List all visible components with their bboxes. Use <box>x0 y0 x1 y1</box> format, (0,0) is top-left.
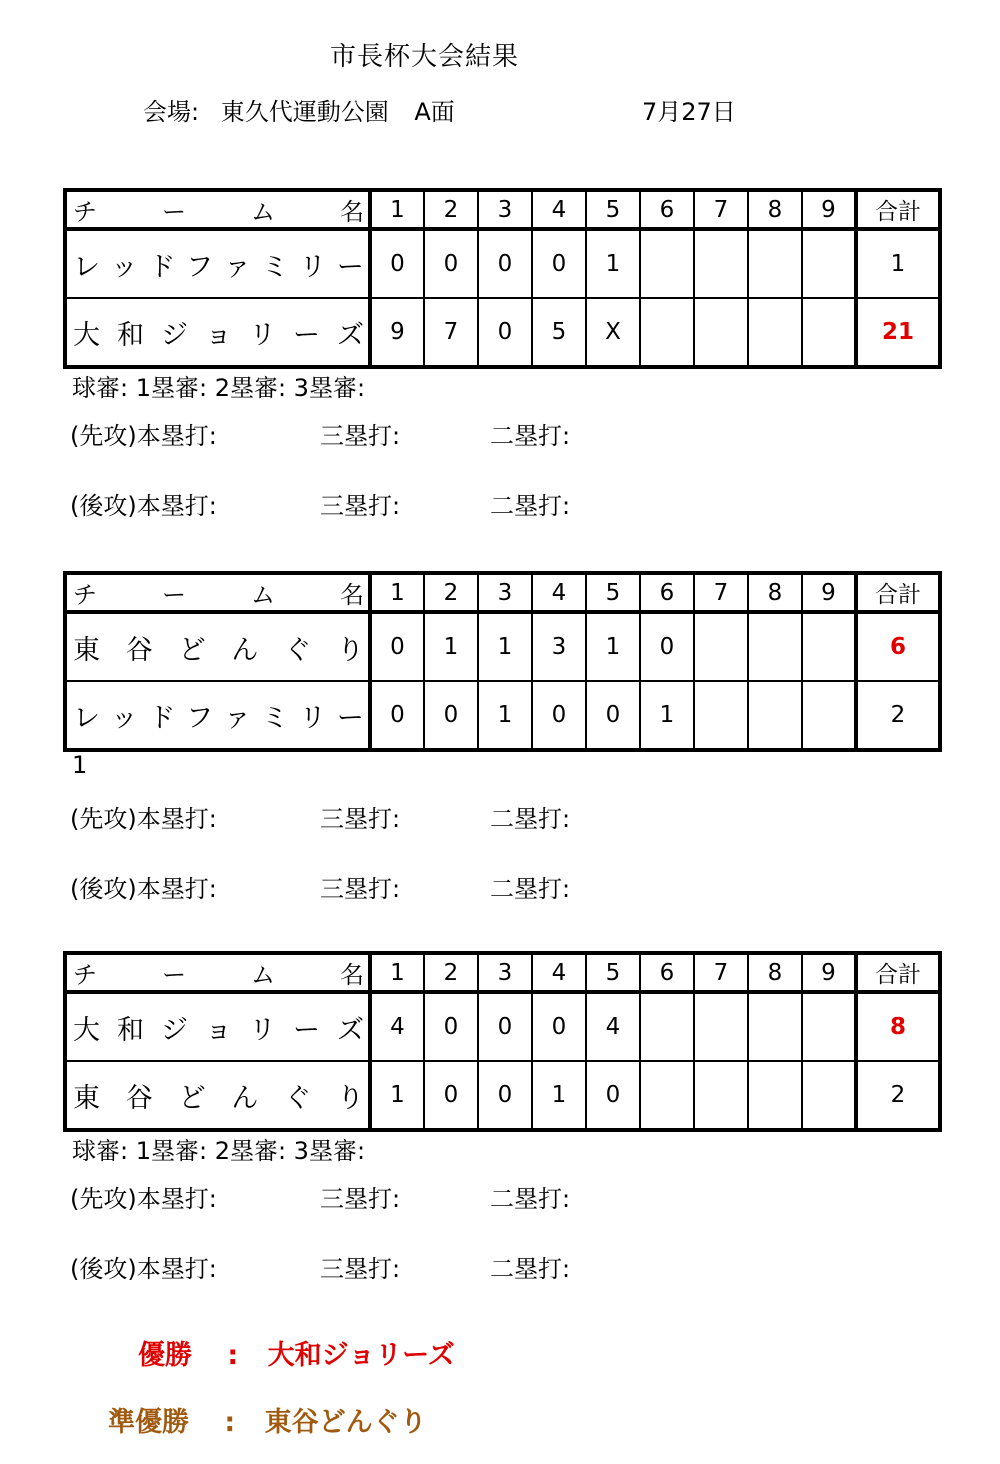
inning-score: 0 <box>424 681 478 750</box>
inning-score <box>802 1061 856 1130</box>
team-name-char: ョ <box>205 319 232 351</box>
total-score: 21 <box>856 298 940 367</box>
inning-score <box>694 992 748 1061</box>
team-header <box>65 190 370 229</box>
champion-label: 優勝 <box>138 1340 192 1371</box>
team-name-char: ズ <box>337 1014 364 1046</box>
home-run-label: (先攻)本塁打: <box>70 1185 217 1213</box>
total-score: 2 <box>856 681 940 750</box>
champion-line <box>138 1333 455 1372</box>
umpires-line: 球審: 1塁審: 2塁審: 3塁審: <box>72 1137 366 1165</box>
scoreboard-table <box>63 571 942 752</box>
inning-score: X <box>586 298 640 367</box>
team-name-char: り <box>336 1082 364 1114</box>
header-row <box>65 573 940 612</box>
inning-score: 4 <box>370 992 424 1061</box>
inning-score: 0 <box>424 1061 478 1130</box>
team-header <box>65 953 370 992</box>
team-header-char: 名 <box>340 198 364 226</box>
inning-header: 6 <box>640 573 694 612</box>
team-name <box>65 229 370 298</box>
inning-score: 1 <box>640 681 694 750</box>
team-name-char: り <box>336 634 364 666</box>
team-header-char: チ <box>73 581 97 609</box>
inning-score <box>748 681 802 750</box>
inning-score: 0 <box>370 229 424 298</box>
team-name <box>65 1061 370 1130</box>
team-header-char: チ <box>73 198 97 226</box>
inning-header: 2 <box>424 953 478 992</box>
inning-score: 0 <box>586 1061 640 1130</box>
team-name-char: ミ <box>261 251 289 283</box>
team-row <box>65 681 940 750</box>
second-batting-hits <box>70 486 670 521</box>
team-name-char: 東 <box>73 1082 100 1114</box>
team-name <box>65 298 370 367</box>
inning-score: 0 <box>532 229 586 298</box>
inning-header: 5 <box>586 573 640 612</box>
scoreboard-table <box>63 188 942 369</box>
inning-header: 3 <box>478 573 532 612</box>
team-name-char: ー <box>293 319 320 351</box>
team-name-char: 谷 <box>125 634 153 666</box>
umpires-line: 球審: 1塁審: 2塁審: 3塁審: <box>72 374 366 402</box>
home-run-label: (後攻)本塁打: <box>70 875 217 903</box>
inning-header: 1 <box>370 190 424 229</box>
inning-score: 1 <box>424 612 478 681</box>
team-row <box>65 992 940 1061</box>
inning-header: 4 <box>532 190 586 229</box>
total-score: 2 <box>856 1061 940 1130</box>
inning-score <box>802 612 856 681</box>
team-row <box>65 612 940 681</box>
inning-header: 5 <box>586 190 640 229</box>
team-row <box>65 1061 940 1130</box>
double-label: 二塁打: <box>490 805 571 833</box>
team-name-char: ッ <box>110 702 138 734</box>
total-score: 6 <box>856 612 940 681</box>
team-name <box>65 681 370 750</box>
inning-score <box>640 1061 694 1130</box>
inning-score <box>748 992 802 1061</box>
team-name-char: ョ <box>205 1014 232 1046</box>
team-name-char: 東 <box>73 634 100 666</box>
inning-header: 4 <box>532 573 586 612</box>
team-name-char: ド <box>148 702 176 734</box>
inning-score <box>694 298 748 367</box>
inning-header: 2 <box>424 190 478 229</box>
inning-header: 8 <box>748 190 802 229</box>
team-row <box>65 229 940 298</box>
runnerup-separator: : <box>224 1407 236 1438</box>
triple-label: 三塁打: <box>320 1185 401 1213</box>
venue-name: 東久代運動公園 <box>220 98 389 126</box>
total-header: 合計 <box>856 573 940 612</box>
team-name-char: ぐ <box>284 1082 312 1114</box>
team-header-char: ム <box>251 961 275 989</box>
game-date: 7月27日 <box>642 98 736 126</box>
inning-header: 5 <box>586 953 640 992</box>
header-row <box>65 190 940 229</box>
team-name-char: フ <box>186 702 214 734</box>
inning-score: 7 <box>424 298 478 367</box>
inning-score: 4 <box>586 992 640 1061</box>
team-header-char: 名 <box>340 581 364 609</box>
double-label: 二塁打: <box>490 1255 571 1283</box>
inning-score <box>694 681 748 750</box>
team-name-char: ミ <box>261 702 289 734</box>
venue-line <box>143 92 455 127</box>
team-name-char: リ <box>249 1014 276 1046</box>
inning-score <box>802 298 856 367</box>
inning-header: 2 <box>424 573 478 612</box>
inning-header: 6 <box>640 953 694 992</box>
team-name-char: リ <box>299 702 327 734</box>
inning-header: 8 <box>748 573 802 612</box>
team-name-char: 和 <box>117 319 144 351</box>
inning-score: 0 <box>424 992 478 1061</box>
champion-team: 大和ジョリーズ <box>267 1340 455 1371</box>
scoreboard-table <box>63 951 942 1132</box>
team-name-char: 大 <box>73 1014 100 1046</box>
total-header: 合計 <box>856 953 940 992</box>
team-name-char: ド <box>148 251 176 283</box>
team-name-char: ー <box>336 251 364 283</box>
team-name-char: ど <box>178 1082 206 1114</box>
home-run-label: (先攻)本塁打: <box>70 422 217 450</box>
inning-score <box>748 612 802 681</box>
team-name-char: ッ <box>110 251 138 283</box>
inning-score: 5 <box>532 298 586 367</box>
venue-field: A面 <box>414 98 455 126</box>
inning-score <box>694 1061 748 1130</box>
inning-score <box>802 229 856 298</box>
team-name-char: 和 <box>117 1014 144 1046</box>
triple-label: 三塁打: <box>320 805 401 833</box>
team-name-char: ん <box>231 1082 259 1114</box>
umpires-line: 1 <box>72 751 88 779</box>
team-name <box>65 612 370 681</box>
header-row <box>65 953 940 992</box>
inning-score <box>748 229 802 298</box>
inning-header: 3 <box>478 953 532 992</box>
inning-score <box>748 1061 802 1130</box>
double-label: 二塁打: <box>490 422 571 450</box>
double-label: 二塁打: <box>490 1185 571 1213</box>
inning-score: 0 <box>478 229 532 298</box>
first-batting-hits <box>70 416 670 451</box>
first-batting-hits <box>70 1179 670 1214</box>
inning-score <box>802 992 856 1061</box>
inning-score: 1 <box>586 612 640 681</box>
inning-score: 1 <box>370 1061 424 1130</box>
total-header: 合計 <box>856 190 940 229</box>
triple-label: 三塁打: <box>320 492 401 520</box>
team-name-char: ー <box>336 702 364 734</box>
inning-score: 0 <box>370 612 424 681</box>
team-row <box>65 298 940 367</box>
total-score: 1 <box>856 229 940 298</box>
inning-score: 0 <box>424 229 478 298</box>
inning-header: 9 <box>802 573 856 612</box>
team-name-char: ん <box>231 634 259 666</box>
inning-score: 0 <box>478 1061 532 1130</box>
inning-header: 7 <box>694 573 748 612</box>
triple-label: 三塁打: <box>320 875 401 903</box>
inning-score <box>802 681 856 750</box>
team-name-char: リ <box>299 251 327 283</box>
inning-score: 0 <box>532 992 586 1061</box>
inning-header: 8 <box>748 953 802 992</box>
team-name-char: レ <box>73 702 100 734</box>
first-batting-hits <box>70 799 670 834</box>
inning-score: 1 <box>532 1061 586 1130</box>
double-label: 二塁打: <box>490 492 571 520</box>
team-name-char: ぐ <box>284 634 312 666</box>
inning-score <box>748 298 802 367</box>
team-header-char: ー <box>162 581 186 609</box>
inning-header: 1 <box>370 573 424 612</box>
home-run-label: (後攻)本塁打: <box>70 492 217 520</box>
home-run-label: (先攻)本塁打: <box>70 805 217 833</box>
triple-label: 三塁打: <box>320 422 401 450</box>
inning-score: 0 <box>370 681 424 750</box>
team-header-char: ム <box>251 198 275 226</box>
team-name-char: ー <box>293 1014 320 1046</box>
inning-score: 3 <box>532 612 586 681</box>
venue-label: 会場: <box>143 98 200 126</box>
runnerup-line <box>108 1400 427 1439</box>
inning-header: 3 <box>478 190 532 229</box>
team-name <box>65 992 370 1061</box>
team-name-char: ァ <box>223 251 251 283</box>
inning-header: 9 <box>802 190 856 229</box>
team-header-char: ム <box>251 581 275 609</box>
team-header-char: 名 <box>340 961 364 989</box>
inning-score: 1 <box>478 612 532 681</box>
page-title: 市長杯大会結果 <box>330 42 520 72</box>
team-name-char: フ <box>186 251 214 283</box>
runnerup-team: 東谷どんぐり <box>264 1407 427 1438</box>
team-name-char: ど <box>178 634 206 666</box>
inning-header: 1 <box>370 953 424 992</box>
team-name-char: レ <box>73 251 100 283</box>
inning-score <box>640 229 694 298</box>
inning-score: 1 <box>586 229 640 298</box>
runnerup-label: 準優勝 <box>108 1407 189 1438</box>
inning-header: 7 <box>694 190 748 229</box>
second-batting-hits <box>70 1249 670 1284</box>
team-name-char: ジ <box>161 319 188 351</box>
champion-separator: : <box>227 1340 239 1371</box>
inning-header: 4 <box>532 953 586 992</box>
team-header-char: ー <box>162 198 186 226</box>
inning-score: 0 <box>532 681 586 750</box>
second-batting-hits <box>70 869 670 904</box>
inning-score <box>640 992 694 1061</box>
inning-score <box>694 612 748 681</box>
team-header <box>65 573 370 612</box>
inning-score: 0 <box>478 298 532 367</box>
inning-score: 0 <box>586 681 640 750</box>
inning-header: 9 <box>802 953 856 992</box>
inning-score: 0 <box>640 612 694 681</box>
team-name-char: 大 <box>73 319 100 351</box>
team-name-char: リ <box>249 319 276 351</box>
team-header-char: チ <box>73 961 97 989</box>
home-run-label: (後攻)本塁打: <box>70 1255 217 1283</box>
team-name-char: ジ <box>161 1014 188 1046</box>
inning-score: 0 <box>478 992 532 1061</box>
inning-header: 6 <box>640 190 694 229</box>
inning-score <box>640 298 694 367</box>
team-name-char: ズ <box>337 319 364 351</box>
team-header-char: ー <box>162 961 186 989</box>
inning-score <box>694 229 748 298</box>
inning-header: 7 <box>694 953 748 992</box>
inning-score: 9 <box>370 298 424 367</box>
double-label: 二塁打: <box>490 875 571 903</box>
team-name-char: 谷 <box>125 1082 153 1114</box>
team-name-char: ァ <box>223 702 251 734</box>
total-score: 8 <box>856 992 940 1061</box>
inning-score: 1 <box>478 681 532 750</box>
triple-label: 三塁打: <box>320 1255 401 1283</box>
